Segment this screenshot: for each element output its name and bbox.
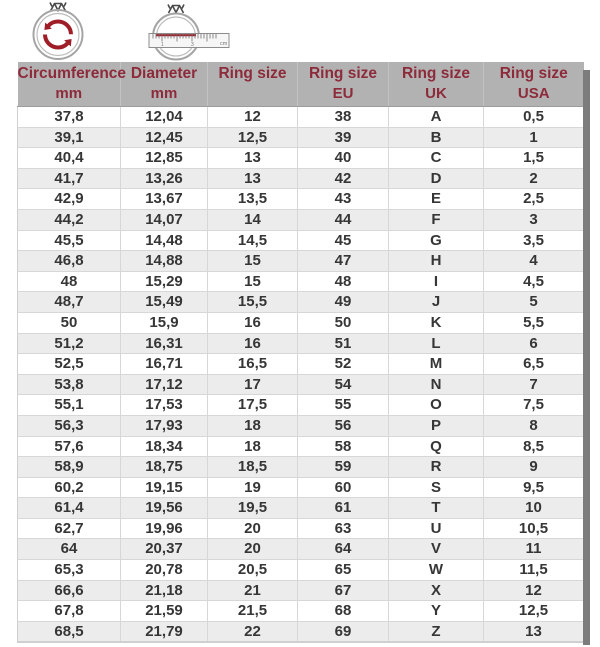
table-cell: 59	[298, 457, 389, 478]
table-cell: 16,5	[208, 354, 298, 375]
table-right-shadow	[583, 70, 590, 645]
table-cell: V	[389, 539, 484, 560]
table-cell: 5	[484, 292, 584, 313]
table-cell: 22	[208, 621, 298, 642]
table-cell: 21,18	[121, 580, 208, 601]
table-row	[18, 354, 584, 375]
table-cell: 40,4	[18, 148, 121, 169]
table-cell: 38	[298, 107, 389, 128]
column-header-5: Ring size USA	[484, 62, 584, 107]
table-cell: 17	[208, 374, 298, 395]
ring-size-table-wrap	[17, 62, 583, 643]
table-cell: 21	[208, 580, 298, 601]
table-row	[18, 230, 584, 251]
table-cell: 61,4	[18, 498, 121, 519]
table-cell: 40	[298, 148, 389, 169]
table-cell: 18	[208, 436, 298, 457]
table-row	[18, 436, 584, 457]
table-cell: 50	[18, 312, 121, 333]
table-cell: 14	[208, 209, 298, 230]
table-cell: 61	[298, 498, 389, 519]
table-cell: 11	[484, 539, 584, 560]
table-cell: 12,04	[121, 107, 208, 128]
table-cell: 1	[484, 127, 584, 148]
table-row	[18, 168, 584, 189]
table-cell: 51	[298, 333, 389, 354]
table-cell: 19,5	[208, 498, 298, 519]
table-cell: 17,53	[121, 395, 208, 416]
table-cell: 65	[298, 560, 389, 581]
table-cell: 16	[208, 333, 298, 354]
table-cell: N	[389, 374, 484, 395]
table-header	[18, 62, 584, 107]
table-cell: 12	[208, 107, 298, 128]
table-row	[18, 498, 584, 519]
table-cell: 13,5	[208, 189, 298, 210]
table-cell: G	[389, 230, 484, 251]
table-cell: 68	[298, 601, 389, 622]
table-cell: 68,5	[18, 621, 121, 642]
table-cell: C	[389, 148, 484, 169]
table-cell: 12,5	[484, 601, 584, 622]
table-cell: P	[389, 415, 484, 436]
table-cell: 12,5	[208, 127, 298, 148]
table-cell: 53,8	[18, 374, 121, 395]
table-cell: 14,48	[121, 230, 208, 251]
table-cell: 47	[298, 251, 389, 272]
table-cell: 17,12	[121, 374, 208, 395]
table-cell: 44,2	[18, 209, 121, 230]
table-cell: Y	[389, 601, 484, 622]
ring-size-table	[17, 62, 584, 643]
table-cell: 14,88	[121, 251, 208, 272]
table-cell: 46,8	[18, 251, 121, 272]
table-cell: Z	[389, 621, 484, 642]
table-cell: 0,5	[484, 107, 584, 128]
table-cell: 13,26	[121, 168, 208, 189]
table-cell: B	[389, 127, 484, 148]
table-cell: 49	[298, 292, 389, 313]
table-cell: Q	[389, 436, 484, 457]
table-cell: 14,07	[121, 209, 208, 230]
table-cell: M	[389, 354, 484, 375]
table-cell: 4,5	[484, 271, 584, 292]
header-row	[18, 62, 584, 107]
table-cell: 58	[298, 436, 389, 457]
table-cell: 7,5	[484, 395, 584, 416]
table-cell: 62,7	[18, 518, 121, 539]
table-cell: 13	[484, 621, 584, 642]
table-row	[18, 107, 584, 128]
table-cell: 13,67	[121, 189, 208, 210]
table-row	[18, 292, 584, 313]
table-cell: L	[389, 333, 484, 354]
table-cell: 16,71	[121, 354, 208, 375]
table-cell: 56,3	[18, 415, 121, 436]
table-cell: 5,5	[484, 312, 584, 333]
table-cell: 15	[208, 251, 298, 272]
table-cell: E	[389, 189, 484, 210]
table-cell: T	[389, 498, 484, 519]
table-cell: 48	[18, 271, 121, 292]
table-cell: 12	[484, 580, 584, 601]
table-cell: 20,78	[121, 560, 208, 581]
column-header-0: Circumference mm	[18, 62, 121, 107]
table-row	[18, 457, 584, 478]
table-cell: 15,9	[121, 312, 208, 333]
table-cell: 45,5	[18, 230, 121, 251]
table-row	[18, 518, 584, 539]
table-cell: 19	[208, 477, 298, 498]
table-row	[18, 560, 584, 581]
table-cell: 66,6	[18, 580, 121, 601]
svg-text:1: 1	[161, 42, 164, 48]
table-body	[18, 107, 584, 643]
table-cell: D	[389, 168, 484, 189]
table-cell: 1,5	[484, 148, 584, 169]
table-cell: 50	[298, 312, 389, 333]
table-cell: 18,5	[208, 457, 298, 478]
table-cell: 48	[298, 271, 389, 292]
rotation-arrows	[44, 22, 71, 48]
ring-circumference-rotation-icon	[14, 1, 102, 61]
table-cell: 9	[484, 457, 584, 478]
column-header-3: Ring size EU	[298, 62, 389, 107]
table-cell: 64	[18, 539, 121, 560]
table-cell: I	[389, 271, 484, 292]
column-header-2: Ring size	[208, 62, 298, 107]
table-cell: 56	[298, 415, 389, 436]
table-cell: H	[389, 251, 484, 272]
table-cell: 19,96	[121, 518, 208, 539]
table-cell: F	[389, 209, 484, 230]
table-cell: 39	[298, 127, 389, 148]
table-cell: W	[389, 560, 484, 581]
table-cell: S	[389, 477, 484, 498]
svg-text:3: 3	[191, 42, 194, 48]
table-cell: 19,15	[121, 477, 208, 498]
table-cell: 20	[208, 518, 298, 539]
table-cell: 52	[298, 354, 389, 375]
table-cell: 17,5	[208, 395, 298, 416]
table-cell: 43	[298, 189, 389, 210]
table-cell: 54	[298, 374, 389, 395]
table-cell: 4	[484, 251, 584, 272]
table-cell: 21,79	[121, 621, 208, 642]
table-cell: 64	[298, 539, 389, 560]
table-cell: 9,5	[484, 477, 584, 498]
table-row	[18, 395, 584, 416]
table-cell: 3,5	[484, 230, 584, 251]
ruler	[149, 34, 229, 49]
table-cell: 45	[298, 230, 389, 251]
table-cell: 13	[208, 168, 298, 189]
table-cell: 15,29	[121, 271, 208, 292]
table-cell: 10	[484, 498, 584, 519]
table-cell: 67	[298, 580, 389, 601]
table-row	[18, 333, 584, 354]
table-cell: 20,37	[121, 539, 208, 560]
table-cell: 8	[484, 415, 584, 436]
table-row	[18, 209, 584, 230]
table-cell: 19,56	[121, 498, 208, 519]
table-row	[18, 127, 584, 148]
table-cell: 13	[208, 148, 298, 169]
table-cell: 15,5	[208, 292, 298, 313]
table-row	[18, 189, 584, 210]
table-cell: 65,3	[18, 560, 121, 581]
column-header-1: Diameter mm	[121, 62, 208, 107]
table-cell: 51,2	[18, 333, 121, 354]
table-row	[18, 415, 584, 436]
table-cell: A	[389, 107, 484, 128]
table-row	[18, 539, 584, 560]
table-cell: 67,8	[18, 601, 121, 622]
table-cell: 18,34	[121, 436, 208, 457]
table-cell: 8,5	[484, 436, 584, 457]
ring-diameter-ruler-icon	[132, 1, 234, 61]
table-cell: 41,7	[18, 168, 121, 189]
table-cell: X	[389, 580, 484, 601]
table-cell: 16	[208, 312, 298, 333]
table-cell: U	[389, 518, 484, 539]
table-row	[18, 148, 584, 169]
table-cell: 14,5	[208, 230, 298, 251]
table-cell: R	[389, 457, 484, 478]
table-cell: 39,1	[18, 127, 121, 148]
table-cell: O	[389, 395, 484, 416]
table-cell: 11,5	[484, 560, 584, 581]
table-cell: 58,9	[18, 457, 121, 478]
table-cell: 52,5	[18, 354, 121, 375]
table-cell: 60,2	[18, 477, 121, 498]
table-row	[18, 621, 584, 642]
table-cell: 37,8	[18, 107, 121, 128]
table-row	[18, 312, 584, 333]
table-row	[18, 251, 584, 272]
table-cell: 69	[298, 621, 389, 642]
table-cell: 7	[484, 374, 584, 395]
table-cell: 20	[208, 539, 298, 560]
table-row	[18, 374, 584, 395]
table-cell: 6	[484, 333, 584, 354]
table-cell: 55,1	[18, 395, 121, 416]
measurement-icons	[14, 1, 234, 61]
table-cell: 42,9	[18, 189, 121, 210]
table-row	[18, 477, 584, 498]
table-cell: 16,31	[121, 333, 208, 354]
table-cell: 21,5	[208, 601, 298, 622]
table-cell: 12,85	[121, 148, 208, 169]
table-row	[18, 580, 584, 601]
table-cell: K	[389, 312, 484, 333]
table-cell: 6,5	[484, 354, 584, 375]
diamond-prongs	[168, 5, 184, 14]
ruler-unit-label: cm	[220, 41, 228, 47]
table-cell: 17,93	[121, 415, 208, 436]
table-cell: 44	[298, 209, 389, 230]
table-row	[18, 271, 584, 292]
table-cell: J	[389, 292, 484, 313]
table-cell: 3	[484, 209, 584, 230]
column-header-4: Ring size UK	[389, 62, 484, 107]
table-row	[18, 601, 584, 622]
table-cell: 55	[298, 395, 389, 416]
table-cell: 15,49	[121, 292, 208, 313]
table-cell: 60	[298, 477, 389, 498]
table-cell: 10,5	[484, 518, 584, 539]
table-cell: 20,5	[208, 560, 298, 581]
table-cell: 2	[484, 168, 584, 189]
table-cell: 57,6	[18, 436, 121, 457]
table-cell: 21,59	[121, 601, 208, 622]
table-cell: 18	[208, 415, 298, 436]
table-cell: 2,5	[484, 189, 584, 210]
table-cell: 18,75	[121, 457, 208, 478]
table-cell: 48,7	[18, 292, 121, 313]
table-cell: 63	[298, 518, 389, 539]
table-cell: 12,45	[121, 127, 208, 148]
table-cell: 15	[208, 271, 298, 292]
table-cell: 42	[298, 168, 389, 189]
